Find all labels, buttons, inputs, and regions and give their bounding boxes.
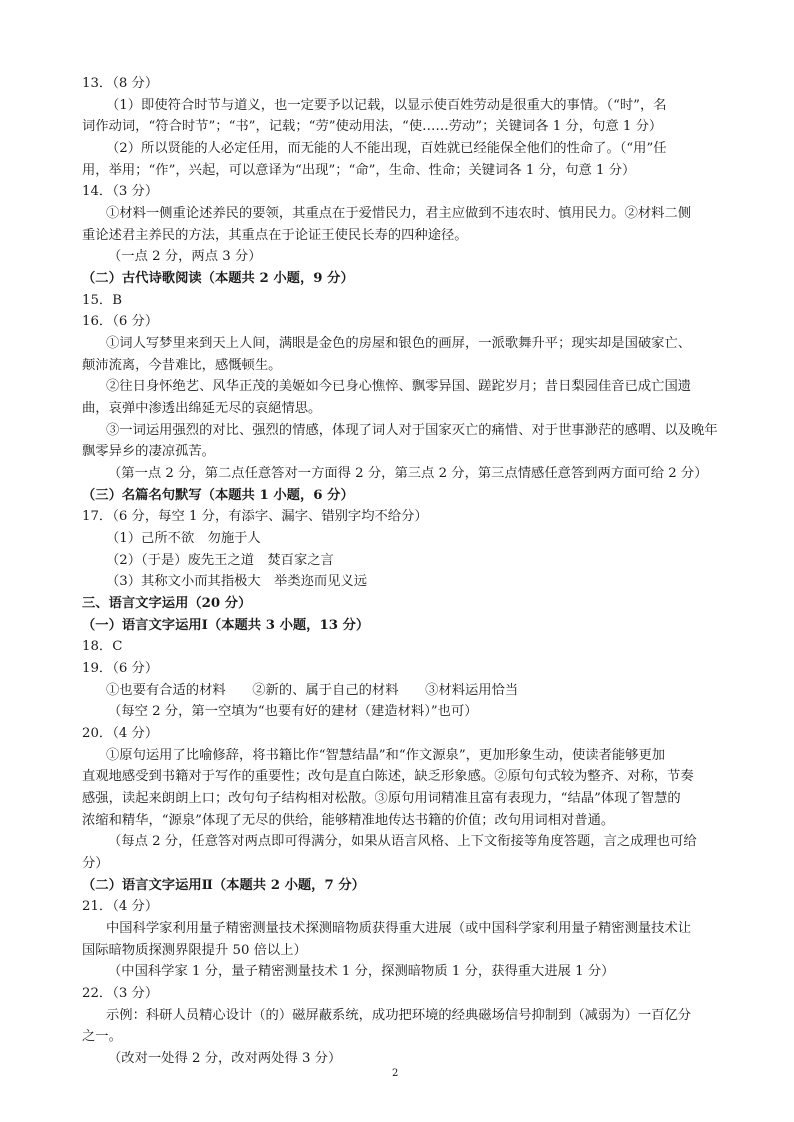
q17-answer-1: （1）己所不欲 勿施于人 xyxy=(106,531,261,546)
q13-answer-1-cont: 词作动词，“符合时节”；“书”，记载；“劳”使动用法，“使……劳动”；关键词各 1 分，句意 1 分） xyxy=(82,119,663,134)
q16-point-1: ①词人写梦里来到天上人间，满眼是金色的房屋和银色的画屏，一派歌舞升平；现实却是国破家亡、 xyxy=(106,336,692,351)
q14-scoring: （一点 2 分，两点 3 分） xyxy=(108,249,262,264)
q16-point-2: ②往日身怀绝艺、风华正茂的美姬如今已身心憔悴、飘零异国、蹉跎岁月；昔日梨园佳音已成亡国遗 xyxy=(106,379,692,394)
q20-heading: 20．（4 分） xyxy=(82,726,159,741)
q17-answer-2: （2）（于是）废先王之道 焚百家之言 xyxy=(106,553,334,568)
section-poetry-heading: （二）古代诗歌阅读（本题共 2 小题，9 分） xyxy=(82,271,354,286)
q20-answer: ①原句运用了比喻修辞，将书籍比作“智慧结晶”和“作文源泉”，更加形象生动，使读者能够更加 xyxy=(106,748,666,763)
section-language-2-heading: （二）语言文字运用Ⅱ（本题共 2 小题，7 分） xyxy=(82,878,365,893)
q21-heading: 21．（4 分） xyxy=(82,899,159,914)
q14-answer: ①材料一侧重论述养民的要领，其重点在于爱惜民力，君主应做到不违农时、慎用民力。②材料二侧 xyxy=(106,206,692,221)
q20-answer-cont-2: 感强，读起来朗朗上口；改句句子结构相对松散。③原句用词精准且富有表现力，“结晶”体现了智慧的 xyxy=(82,791,681,806)
q20-scoring-cont: 分） xyxy=(82,856,109,871)
q21-scoring: （中国科学家 1 分，量子精密测量技术 1 分，探测暗物质 1 分，获得重大进展 1 分） xyxy=(108,964,615,979)
q20-answer-cont-3: 浓缩和精华，“源泉”体现了无尽的供给，能够精准地传达书籍的价值；改句用词相对普通。 xyxy=(82,813,615,828)
q20-scoring: （每点 2 分，任意答对两点即可得满分，如果从语言风格、上下文衔接等角度答题，言之成理也可给 xyxy=(108,834,697,849)
section-language-1-heading: （一）语言文字运用Ⅰ（本题共 3 小题，13 分） xyxy=(82,618,370,633)
q22-answer-cont: 之一。 xyxy=(82,1029,122,1044)
q19-heading: 19．（6 分） xyxy=(82,661,159,676)
q16-point-3-cont: 飘零异乡的凄凉孤苦。 xyxy=(82,444,215,459)
q19-scoring: （每空 2 分，第一空填为“也要有好的建材（建造材料）”也可） xyxy=(108,704,478,719)
q15-answer: 15．B xyxy=(82,293,122,308)
q13-answer-2-cont: 用，举用；“作”，兴起，可以意译为“出现”；“命”，生命、性命；关键词各 1 分，句意 1 分） xyxy=(82,163,636,178)
q13-heading: 13．（8 分） xyxy=(82,76,159,91)
q13-answer-1: （1）即使符合时节与道义，也一定要予以记载，以显示使百姓劳动是很重大的事情。（“时”，名 xyxy=(106,98,667,113)
q14-heading: 14．（3 分） xyxy=(82,184,159,199)
q16-scoring: （第一点 2 分，第二点任意答对一方面得 2 分，第三点 2 分，第三点情感任意答到两方面可给 2 分） xyxy=(108,466,708,481)
q14-answer-cont: 重论述君主养民的方法，其重点在于论证王使民长寿的四种途径。 xyxy=(82,228,468,243)
q20-answer-cont-1: 直观地感受到书籍对于写作的重要性；改句是直白陈述，缺乏形象感。②原句句式较为整齐、对称，节奏 xyxy=(82,769,694,784)
q16-point-2-cont: 曲，哀弹中渗透出绵延无尽的哀絕情思。 xyxy=(82,401,322,416)
q21-answer-cont: 国际暗物质探测界限提升 50 倍以上） xyxy=(82,943,307,958)
q21-answer: 中国科学家利用量子精密测量技术探测暗物质获得重大进展（或中国科学家利用量子精密测量技术让 xyxy=(106,921,692,936)
section-recitation-heading: （三）名篇名句默写（本题共 1 小题，6 分） xyxy=(82,488,354,503)
q16-heading: 16．（6 分） xyxy=(82,314,159,329)
q18-answer: 18．C xyxy=(82,639,123,654)
q22-scoring: （改对一处得 2 分，改对两处得 3 分） xyxy=(108,1051,342,1066)
q16-point-1-cont: 颠沛流离，今昔难比，感慨顿生。 xyxy=(82,358,282,373)
q17-answer-3: （3）其称文小而其指极大 举类迩而见义远 xyxy=(106,574,368,589)
q22-answer: 示例：科研人员精心设计（的）磁屏蔽系统，成功把环境的经典磁场信号抑制到（减弱为）一百亿分 xyxy=(106,1008,692,1023)
q16-point-3: ③一词运用强烈的对比、强烈的情感，体现了词人对于国家灭亡的痛惜、对于世事渺茫的感喟、以及晚年 xyxy=(106,423,718,438)
q22-heading: 22．（3 分） xyxy=(82,986,159,1001)
page-number: 2 xyxy=(392,1068,399,1079)
q19-answer: ①也要有合适的材料 ②新的、属于自己的材料 ③材料运用恰当 xyxy=(106,683,519,698)
q17-heading: 17．（6 分，每空 1 分，有添字、漏字、错别字均不给分） xyxy=(82,509,428,524)
q13-answer-2: （2）所以贤能的人必定任用，而无能的人不能出现，百姓就已经能保全他们的性命了。（“用”任 xyxy=(106,141,667,156)
part-three-heading: 三、语言文字运用（20 分） xyxy=(82,596,252,611)
